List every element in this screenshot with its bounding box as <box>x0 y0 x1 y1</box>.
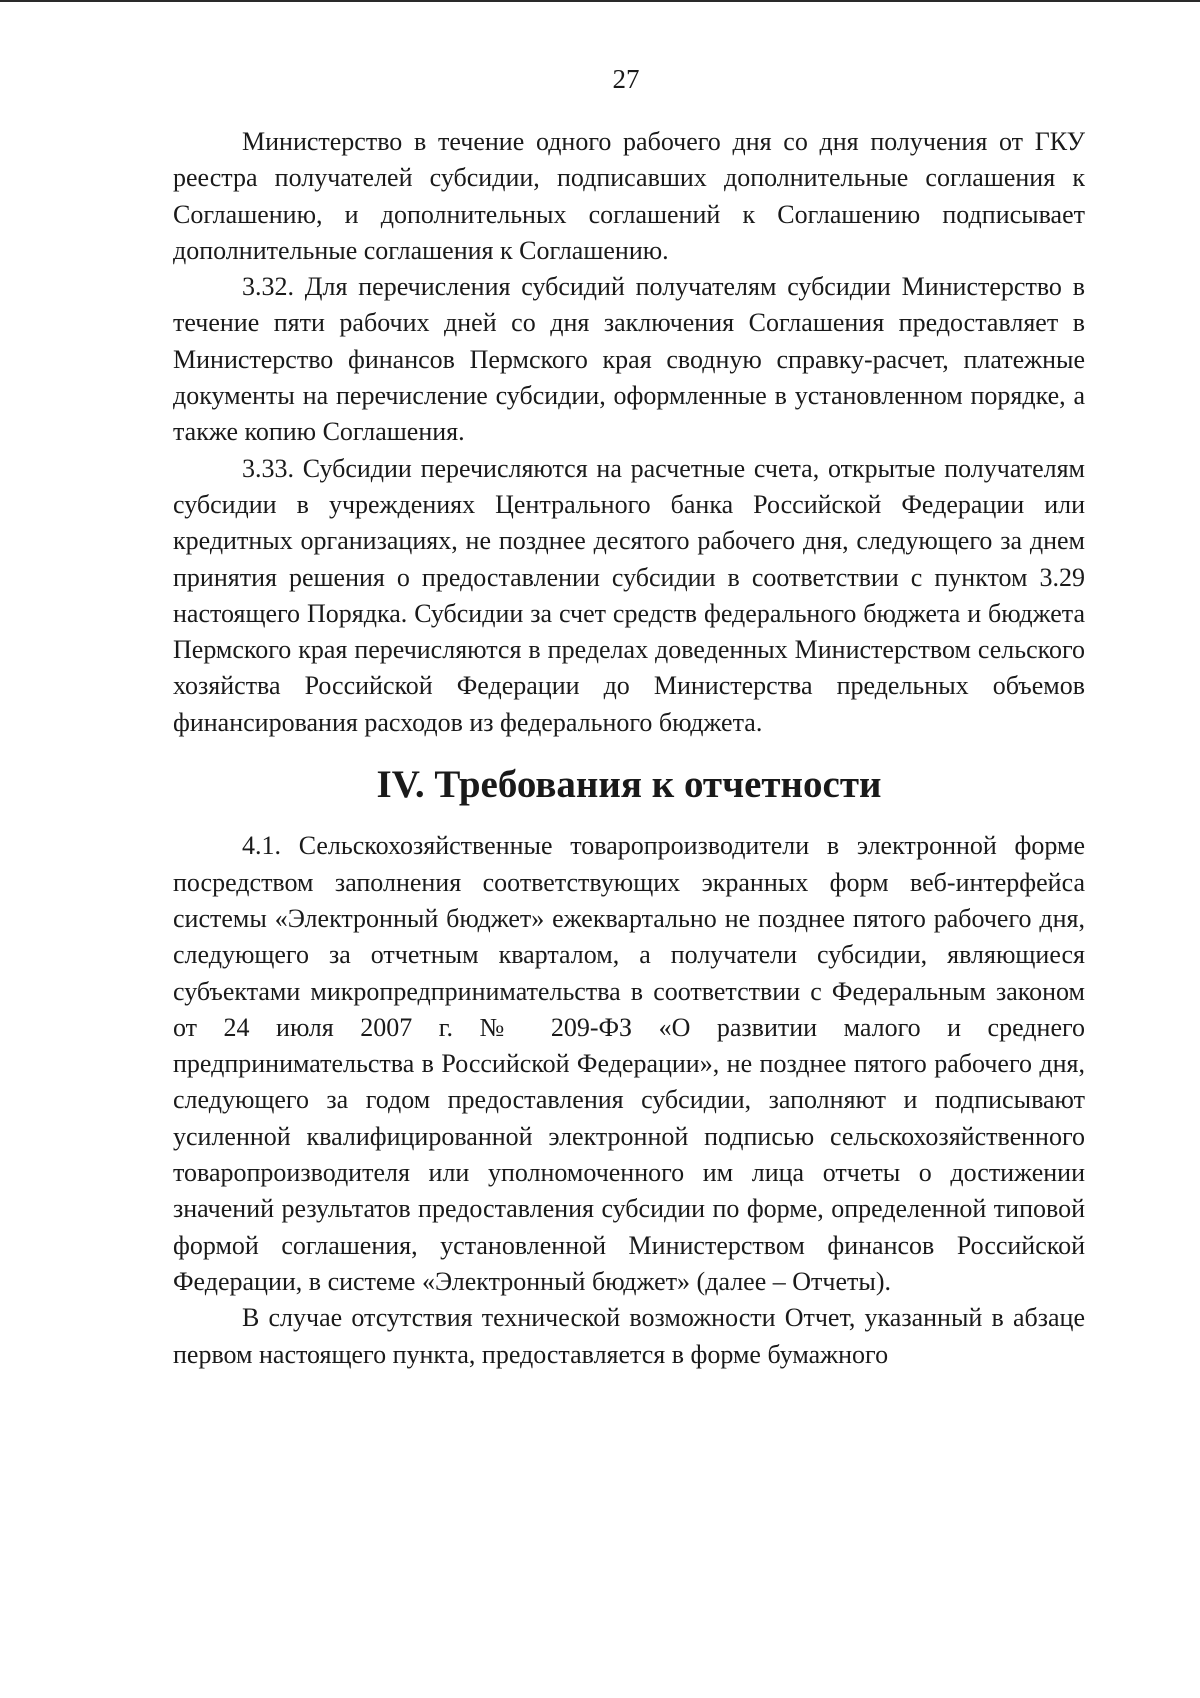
paragraph-3-33: 3.33. Субсидии перечисляются на расчетные счета, открытые получателям субсидии в учреждениях Центрального банка Российской Федерации или кредитных организациях, не позднее десятого рабочего дня, следующего за днем принятия решения о предоставлении субсидии в соответствии с пунктом 3.29 настоящего Порядка. Субсидии за счет средств федерального бюджета и бюджета Пермского края перечисляются в пределах доведенных Министерством сельского хозяйства Российской Федерации до Министерства предельных объемов финансирования расходов из федерального бюджета. <box>173 453 1085 737</box>
paragraph-no-technical-possibility: В случае отсутствия технической возможности Отчет, указанный в абзаце первом настоящего пункта, предоставляется в форме бумажного <box>173 1303 1085 1369</box>
section-heading-reporting: IV. Требования к отчетности <box>376 763 882 807</box>
paragraph-4-1: 4.1. Сельскохозяйственные товаропроизводители в электронной форме посредством заполнения соответствующих экранных форм веб-интерфейса системы «Электронный бюджет» ежеквартально не позднее пятого рабочего дня, следующего за отчетным кварталом, а получатели субсидии, являющиеся субъектами микропредпринимательства в соответствии с Федеральным законом от 24 июля 2007 г. № 209-ФЗ «О развитии малого и среднего предпринимательства в Российской Федерации», не позднее пятого рабочего дня, следующего за годом предоставления субсидии, заполняют и подписывают усиленной квалифицированной электронной подписью сельскохозяйственного товаропроизводителя или уполномоченного им лица отчеты о достижении значений результатов предоставления субсидии по форме, определенной типовой формой соглашения, установленной Министерством финансов Российской Федерации, в системе «Электронный бюджет» (далее – Отчеты). <box>173 831 1085 1296</box>
document-body <box>173 124 1085 1373</box>
paragraph-signing-agreements: Министерство в течение одного рабочего дня со дня получения от ГКУ реестра получателей субсидии, подписавших дополнительные соглашения к Соглашению, и дополнительных соглашений к Соглашению подписывает дополнительные соглашения к Соглашению. <box>173 127 1085 265</box>
page-number: 27 <box>612 64 640 94</box>
paragraph-3-32: 3.32. Для перечисления субсидий получателям субсидии Министерство в течение пяти рабочих дней со дня заключения Соглашения предоставляет в Министерство финансов Пермского края сводную справку-расчет, платежные документы на перечисление субсидии, оформленные в установленном порядке, а также копию Соглашения. <box>173 272 1085 447</box>
page-top-edge <box>0 0 1200 2</box>
